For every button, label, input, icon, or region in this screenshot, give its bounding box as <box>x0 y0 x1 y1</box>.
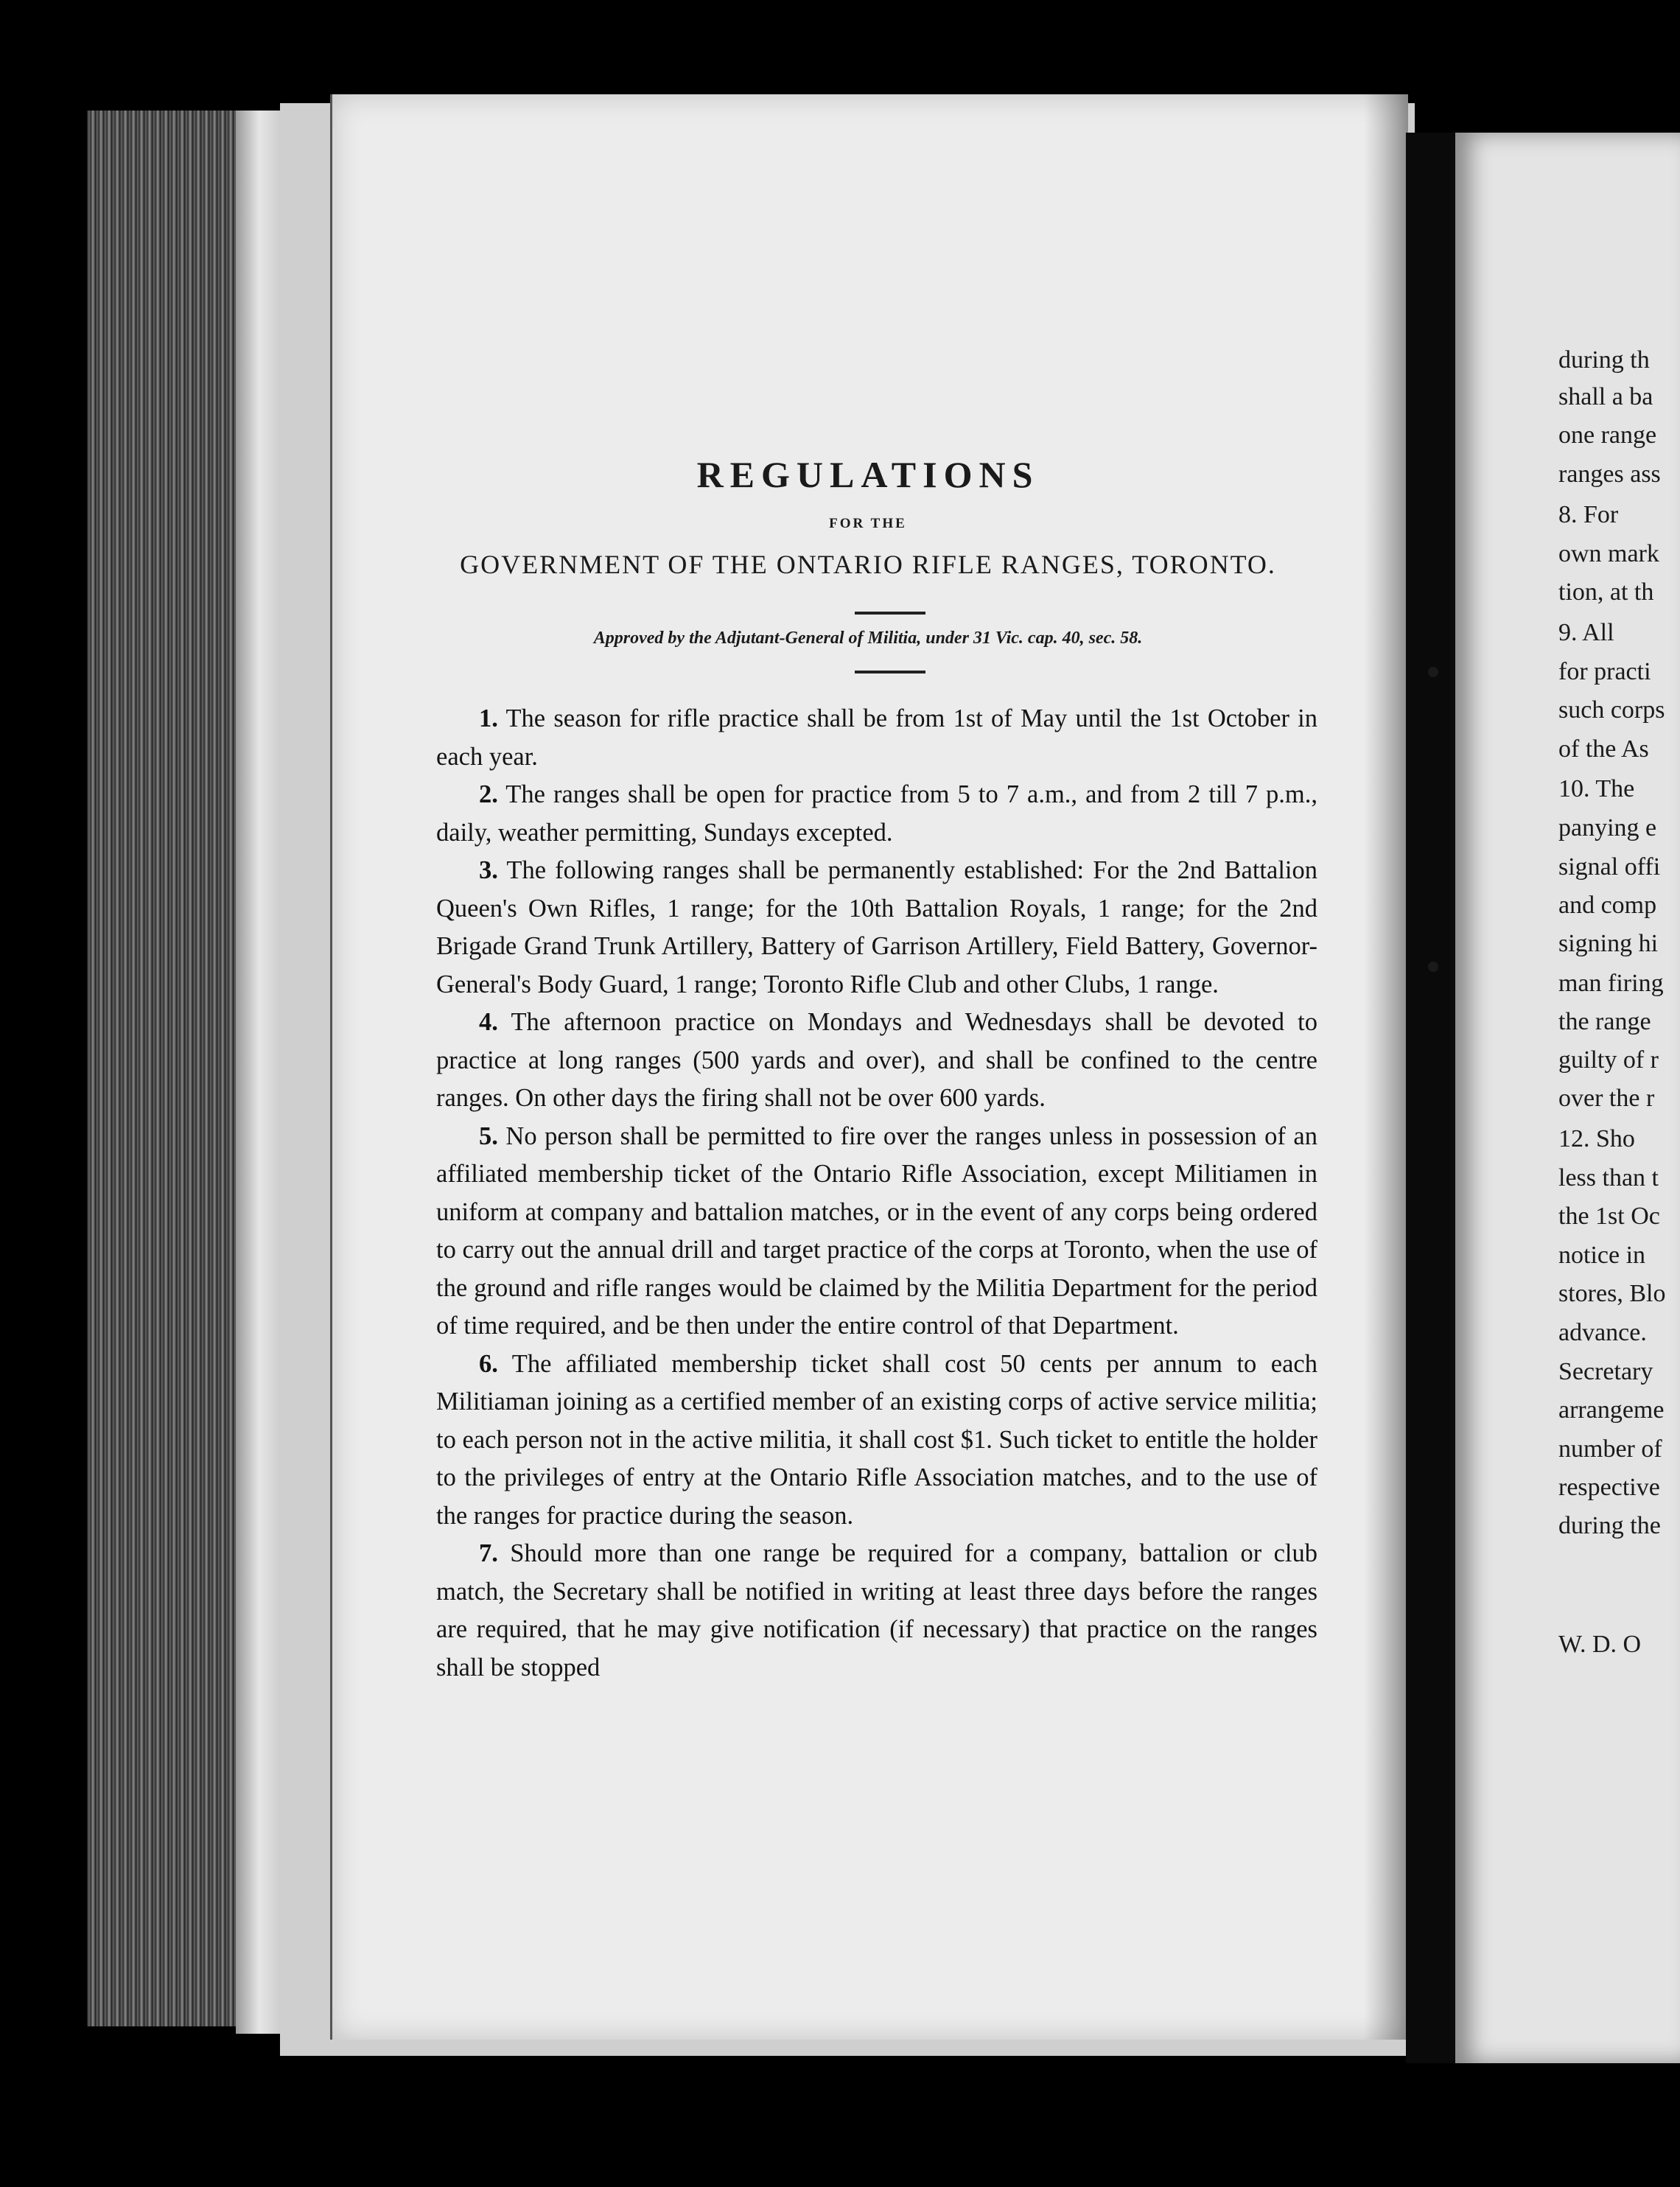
regulation-number: 7. <box>479 1539 498 1567</box>
facing-page-line: 10. The <box>1558 775 1635 802</box>
regulation-number: 2. <box>479 780 498 808</box>
facing-page-line: notice in <box>1558 1242 1646 1269</box>
book-gutter <box>1406 133 1457 2063</box>
regulation-number: 3. <box>479 856 498 884</box>
regulation-text: The affiliated membership ticket shall cost 50 cents per annum to each Militiaman joining as a certified member of an existing corps of active service militia; to each person not in the active militia, it shall cost $1. Such ticket to entitle the holder to the privileges of entry at the Ontario Rifle Association matches, and to the use of the ranges for practice during the season. <box>436 1349 1317 1530</box>
facing-page-line: panying e <box>1558 814 1657 841</box>
facing-page-line: shall a ba <box>1558 383 1653 410</box>
regulation-paragraph <box>436 776 1317 852</box>
facing-page-line: and comp <box>1558 892 1657 919</box>
regulation-paragraph <box>436 852 1317 1004</box>
facing-page-line: stores, Blo <box>1558 1280 1666 1307</box>
regulation-paragraph <box>436 1004 1317 1118</box>
facing-page <box>1455 133 1680 2063</box>
facing-page-line: 12. Sho <box>1558 1125 1635 1152</box>
regulation-text: The following ranges shall be permanently established: For the 2nd Battalion Queen's Own Rifles, 1 range; for the 10th Battalion Royals, 1 range; for the 2nd Brigade Grand Trunk Artillery, Battery of Garrison Artillery, Field Battery, Governor-General's Body Guard, 1 range; Toronto Rifle Club and other Clubs, 1 range. <box>436 856 1317 998</box>
facing-page-line: ranges ass <box>1558 461 1661 488</box>
regulation-number: 1. <box>479 704 498 732</box>
facing-page-line: Secretary <box>1558 1358 1653 1385</box>
facing-page-line: number of <box>1558 1435 1662 1463</box>
facing-page-line: own mark <box>1558 540 1659 567</box>
facing-page-line: tion, at th <box>1558 578 1654 606</box>
facing-page-line: the range <box>1558 1008 1651 1035</box>
facing-page-line: respective <box>1558 1474 1660 1501</box>
binding-mark <box>1428 667 1438 677</box>
facing-page-line: less than t <box>1558 1164 1659 1192</box>
regulation-paragraph <box>436 1346 1317 1536</box>
facing-page-line: during th <box>1558 346 1650 374</box>
facing-page-line: guilty of r <box>1558 1046 1659 1074</box>
facing-page-line: such corps <box>1558 696 1665 724</box>
divider-rule <box>855 612 925 615</box>
approval-note: Approved by the Adjutant-General of Militia, under 31 Vic. cap. 40, sec. 58. <box>593 629 1143 648</box>
facing-page-line: man firing <box>1558 970 1664 997</box>
regulation-text: Should more than one range be required for a company, battalion or club match, the Secretary shall be notified in writing at least three days before the ranges are required, that he may give notification (if necessary) that practice on the ranges shall be stopped <box>436 1539 1317 1682</box>
regulations-body <box>436 700 1317 1687</box>
facing-page-line: for practi <box>1558 658 1651 685</box>
regulation-number: 6. <box>479 1349 498 1378</box>
regulation-paragraph <box>436 1118 1317 1346</box>
regulation-text: The season for rifle practice shall be from 1st of May until the 1st October in each year. <box>436 704 1317 771</box>
facing-page-line: signing hi <box>1558 930 1659 957</box>
facing-page-line: W. D. O <box>1558 1631 1642 1658</box>
regulation-number: 5. <box>479 1122 498 1150</box>
facing-page-line: one range <box>1558 421 1657 449</box>
facing-page-line: over the r <box>1558 1085 1655 1112</box>
regulation-paragraph <box>436 1535 1317 1687</box>
page-shadow <box>1364 94 1408 2040</box>
binding-mark <box>1428 962 1438 972</box>
facing-page-line: advance. <box>1558 1319 1647 1346</box>
page-title: REGULATIONS <box>696 454 1040 495</box>
regulation-number: 4. <box>479 1008 498 1036</box>
facing-page-line: the 1st Oc <box>1558 1203 1660 1230</box>
title-connector: FOR THE <box>829 516 907 531</box>
page-subtitle: GOVERNMENT OF THE ONTARIO RIFLE RANGES, TORONTO. <box>460 550 1276 579</box>
regulation-text: No person shall be permitted to fire over the ranges unless in possession of an affiliated membership ticket of the Ontario Rifle Association, except Militiamen in uniform at company and battalion matches, or in the event of any corps being ordered to carry out the annual drill and target practice of the corps at Toronto, when the use of the ground and rifle ranges would be claimed by the Militia Department for the period of time required, and be then under the entire control of that Department. <box>436 1122 1317 1340</box>
facing-page-line: signal offi <box>1558 853 1661 881</box>
facing-page-line: 9. All <box>1558 619 1614 646</box>
facing-page-line: arrangeme <box>1558 1396 1665 1424</box>
regulation-paragraph <box>436 700 1317 776</box>
divider-rule <box>855 671 925 673</box>
facing-page-line: of the As <box>1558 735 1649 763</box>
regulation-text: The afternoon practice on Mondays and Wednesdays shall be devoted to practice at long ranges (500 yards and over), and shall be confined to the centre ranges. On other days the firing shall not be over 600 yards. <box>436 1008 1317 1112</box>
facing-page-line: 8. For <box>1558 501 1619 528</box>
regulation-text: The ranges shall be open for practice from 5 to 7 a.m., and from 2 till 7 p.m., daily, weather permitting, Sundays excepted. <box>436 780 1317 847</box>
facing-page-line: during the <box>1558 1512 1661 1539</box>
